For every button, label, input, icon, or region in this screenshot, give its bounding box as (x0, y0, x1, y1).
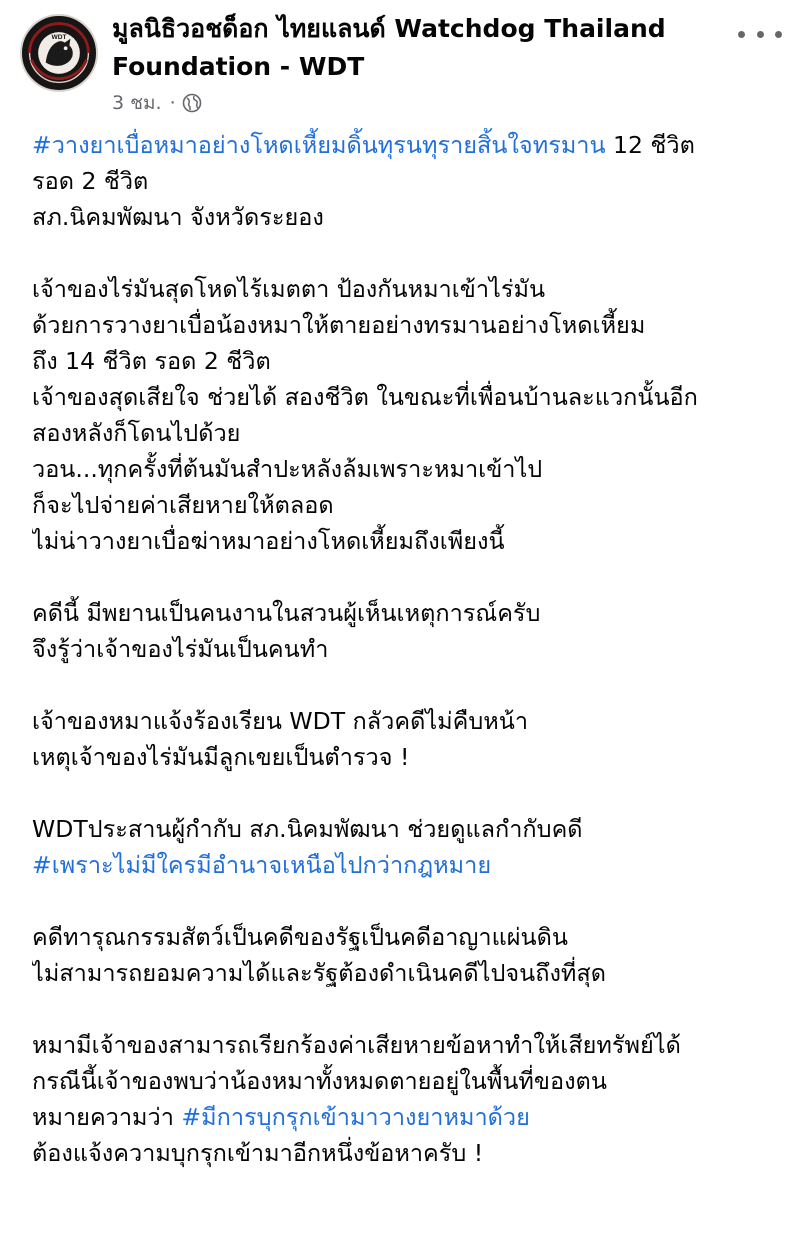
post-line (32, 127, 782, 163)
hashtag-link[interactable]: #มีการบุกรุกเข้ามาวางยาหมาด้วย (181, 1103, 530, 1131)
post-line: คดีนี้ มีพยานเป็นคนงานในสวนผู้เห็นเหตุการณ์ครับ (32, 599, 541, 627)
more-dot (757, 31, 764, 38)
post-line: เจ้าของสุดเสียใจ ช่วยได้ สองชีวิต ในขณะที่เพื่อนบ้านละแวกนั้นอีก (32, 383, 698, 411)
post-line: กรณีนี้เจ้าของพบว่าน้องหมาทั้งหมดตายอยู่ในพื้นที่ของตน (32, 1067, 607, 1095)
paragraph-gap (32, 559, 782, 595)
post-line: คดีทารุณกรรมสัตว์เป็นคดีของรัฐเป็นคดีอาญาแผ่นดิน (32, 923, 568, 951)
hashtag-link[interactable]: #วางยาเบื่อหมาอย่างโหดเหี้ยมดิ้นทุรนทุรายสิ้นใจทรมาน (32, 131, 606, 159)
post-body (32, 127, 782, 1171)
paragraph-gap (32, 667, 782, 703)
post-line: สภ.นิคมพัฒนา จังหวัดระยอง (32, 203, 324, 231)
more-dot (738, 31, 745, 38)
watchdog-logo-icon (22, 16, 96, 90)
hashtag-link[interactable]: #เพราะไม่มีใครมีอำนาจเหนือไปกว่ากฎหมาย (32, 851, 492, 879)
page-name-line-2[interactable]: Foundation - WDT (112, 52, 365, 81)
paragraph-gap (32, 883, 782, 919)
page-avatar[interactable] (20, 14, 98, 92)
more-options-icon[interactable] (738, 22, 782, 46)
post-line: ไม่สามารถยอมความได้และรัฐต้องดำเนินคดีไปจนถึงที่สุด (32, 959, 607, 987)
meta-separator: · (169, 92, 176, 114)
post-line: เจ้าของไร่มันสุดโหดไร้เมตตา ป้องกันหมาเข้าไร่มัน (32, 275, 546, 303)
post-header (0, 0, 800, 120)
post-line: หมามีเจ้าของสามารถเรียกร้องค่าเสียหายข้อหาทำให้เสียทรัพย์ได้ (32, 1031, 681, 1059)
post-line: เจ้าของหมาแจ้งร้องเรียน WDT กลัวคดีไม่คืบหน้า (32, 707, 529, 735)
page-name[interactable] (112, 10, 702, 86)
paragraph-gap (32, 235, 782, 271)
post-line: ด้วยการวางยาเบื่อน้องหมาให้ตายอย่างทรมานอย่างโหดเหี้ยม (32, 311, 646, 339)
post-line: WDTประสานผู้กำกับ สภ.นิคมพัฒนา ช่วยดูแลกำกับคดี (32, 815, 583, 843)
post-line: จึงรู้ว่าเจ้าของไร่มันเป็นคนทำ (32, 635, 329, 663)
post-line: ถึง 14 ชีวิต รอด 2 ชีวิต (32, 347, 271, 375)
globe-icon[interactable] (182, 93, 202, 113)
post-line: สองหลังก็โดนไปด้วย (32, 419, 241, 447)
post-line: เหตุเจ้าของไร่มันมีลูกเขยเป็นตำรวจ ! (32, 743, 410, 771)
post-line: ก็จะไปจ่ายค่าเสียหายให้ตลอด (32, 491, 334, 519)
post-line (32, 1099, 782, 1135)
post-text: หมายความว่า (32, 1103, 182, 1131)
post-line: ต้องแจ้งความบุกรุกเข้ามาอีกหนึ่งข้อหาครับ ! (32, 1139, 484, 1167)
post-line: วอน...ทุกครั้งที่ต้นมันสำปะหลังล้มเพราะหมาเข้าไป (32, 455, 543, 483)
paragraph-gap (32, 775, 782, 811)
avatar-wdt-text: WDT (51, 33, 67, 41)
post-line: ไม่น่าวางยาเบื่อฆ่าหมาอย่างโหดเหี้ยมถึงเพียงนี้ (32, 527, 505, 555)
more-dot (775, 31, 782, 38)
post-text: 12 ชีวิต (605, 131, 695, 159)
paragraph-gap (32, 991, 782, 1027)
post-line (32, 847, 782, 883)
page-name-line-1[interactable]: มูลนิธิวอชด็อก ไทยแลนด์ Watchdog Thailand (112, 14, 666, 43)
post-meta (112, 90, 202, 116)
post-line: รอด 2 ชีวิต (32, 167, 149, 195)
post-timestamp[interactable]: 3 ชม. (112, 92, 162, 114)
